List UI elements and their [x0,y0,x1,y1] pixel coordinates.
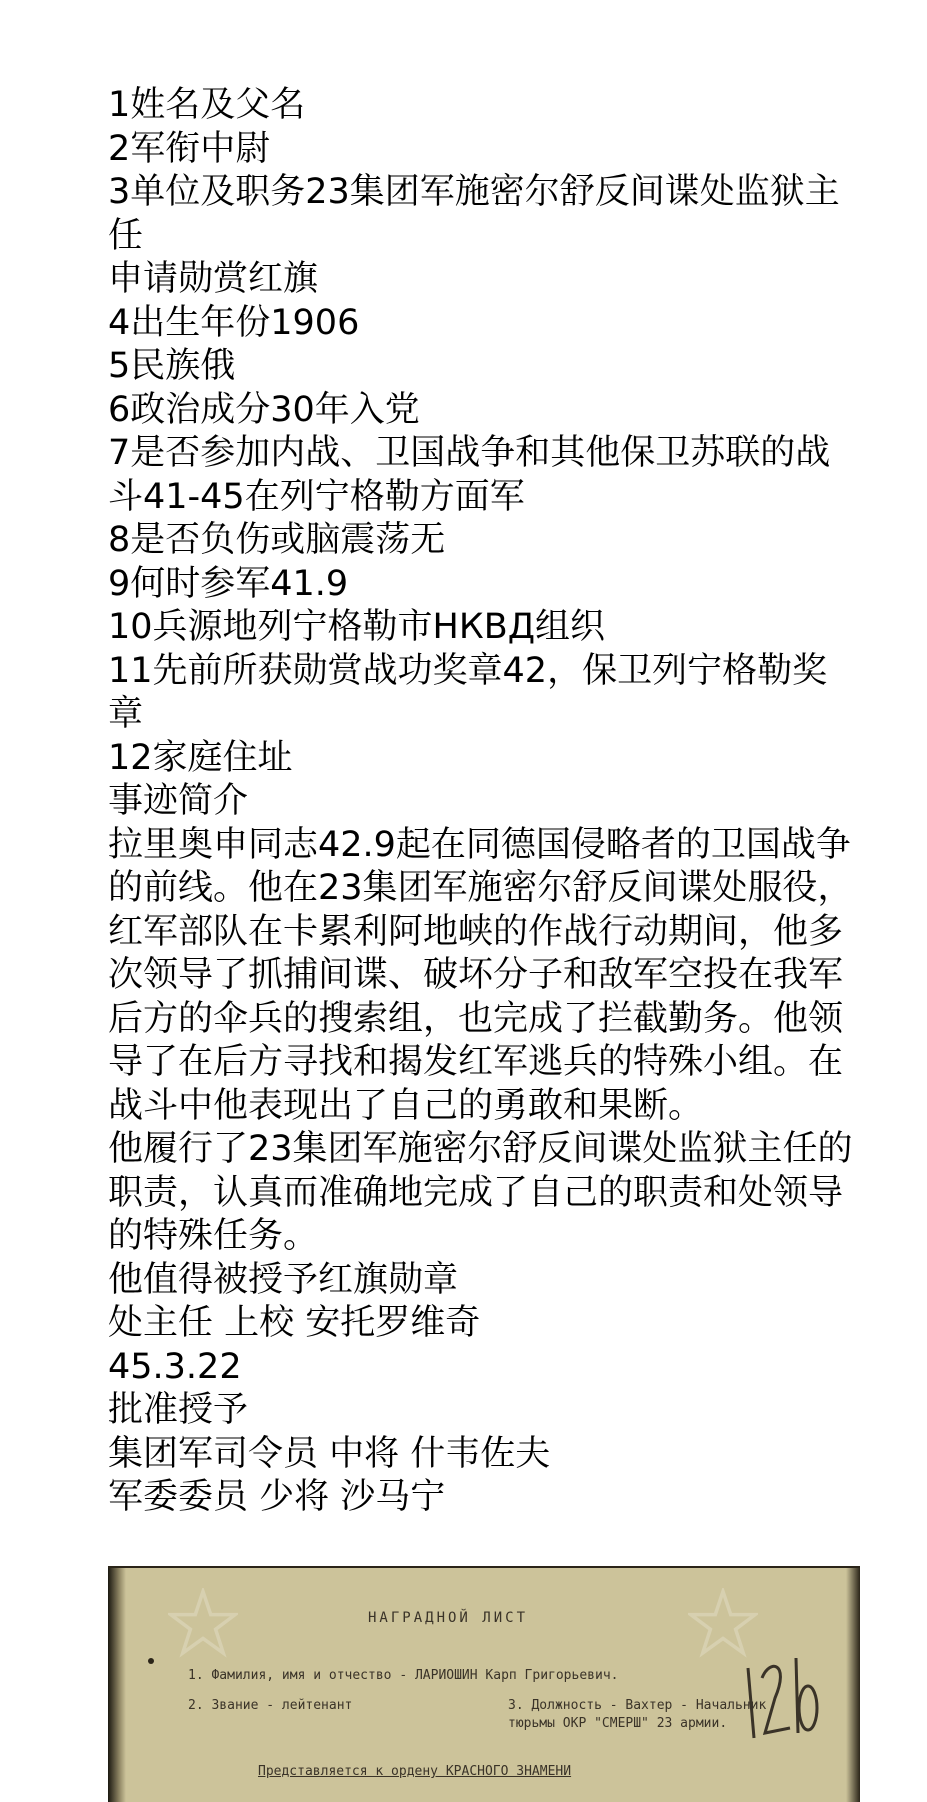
scan-row-award: Представляется к ордену КРАСНОГО ЗНАМЕНИ [258,1764,572,1779]
award-request: 申请勋赏红旗 [108,259,319,299]
field-wounds: 8是否负伤或脑震荡无 [108,520,446,560]
field-war-participation: 7是否参加内战、卫国战争和其他保卫苏联的战斗41-45在列宁格勒方面军 [108,433,831,517]
field-birth-year: 4出生年份1906 [108,302,360,343]
field-unit-position: 3单位及职务23集团军施密尔舒反间谍处监狱主任 [108,172,840,256]
scan-title: НАГРАДНОЙ ЛИСТ [368,1610,529,1626]
signer-department-head: 处主任 上校 安托罗维奇 [108,1303,481,1343]
field-name: 1姓名及父名 [108,85,306,125]
handwritten-number [740,1638,820,1748]
field-origin: 10兵源地列宁格勒市НКВД组织 [108,607,606,647]
summary-heading: 事迹简介 [108,781,249,821]
field-home-address: 12家庭住址 [108,737,293,778]
field-nationality: 5民族俄 [108,346,236,386]
scan-row-name: 1. Фамилия, имя и отчество - ЛАРИОШИН Карп Григорьевич. [188,1668,619,1683]
document-text [108,84,860,1520]
scan-row-rank: 2. Звание - лейтенант [188,1698,353,1713]
signer-military-council: 军委委员 少将 沙马宁 [108,1477,446,1517]
scanned-award-sheet-image [108,1566,860,1802]
signer-army-commander: 集团军司令员 中将 什韦佐夫 [108,1433,551,1474]
scan-row-position: 3. Должность - Вахтер - Начальник [508,1698,767,1713]
scan-row-position-cont: тюрьмы ОКР "СМЕРШ" 23 армии. [508,1716,728,1731]
field-rank: 2军衔中尉 [108,128,271,169]
narrative-paragraph-1: 拉里奥申同志42.9起在同德国侵略者的卫国战争的前线。他在23集团军施密尔舒反间谍处服役，红军部队在卡累利阿地峡的作战行动期间，他多次领导了抓捕间谍、破坏分子和敌军空投在我军后方的伞兵的搜索组，也完成了拦截勤务。他领导了在后方寻找和揭发红军逃兵的特殊小组。在战斗中他表现出了自己的勇敢和果断。 [108,824,853,1126]
scan-right-edge [846,1568,860,1802]
scan-left-edge [108,1568,126,1802]
narrative-paragraph-2: 他履行了23集团军施密尔舒反间谍处监狱主任的职责，认真而准确地完成了自己的职责和处领导的特殊任务。 [108,1129,853,1256]
recommendation: 他值得被授予红旗勋章 [108,1259,459,1300]
field-prior-awards: 11先前所获勋赏战功奖章42，保卫列宁格勒奖章 [108,650,828,734]
date: 45.3.22 [108,1346,242,1387]
approval: 批准授予 [108,1390,249,1430]
punch-hole [148,1658,154,1664]
star-watermark-icon [168,1588,238,1658]
field-enlisted: 9何时参军41.9 [108,563,349,604]
field-party: 6政治成分30年入党 [108,389,420,430]
